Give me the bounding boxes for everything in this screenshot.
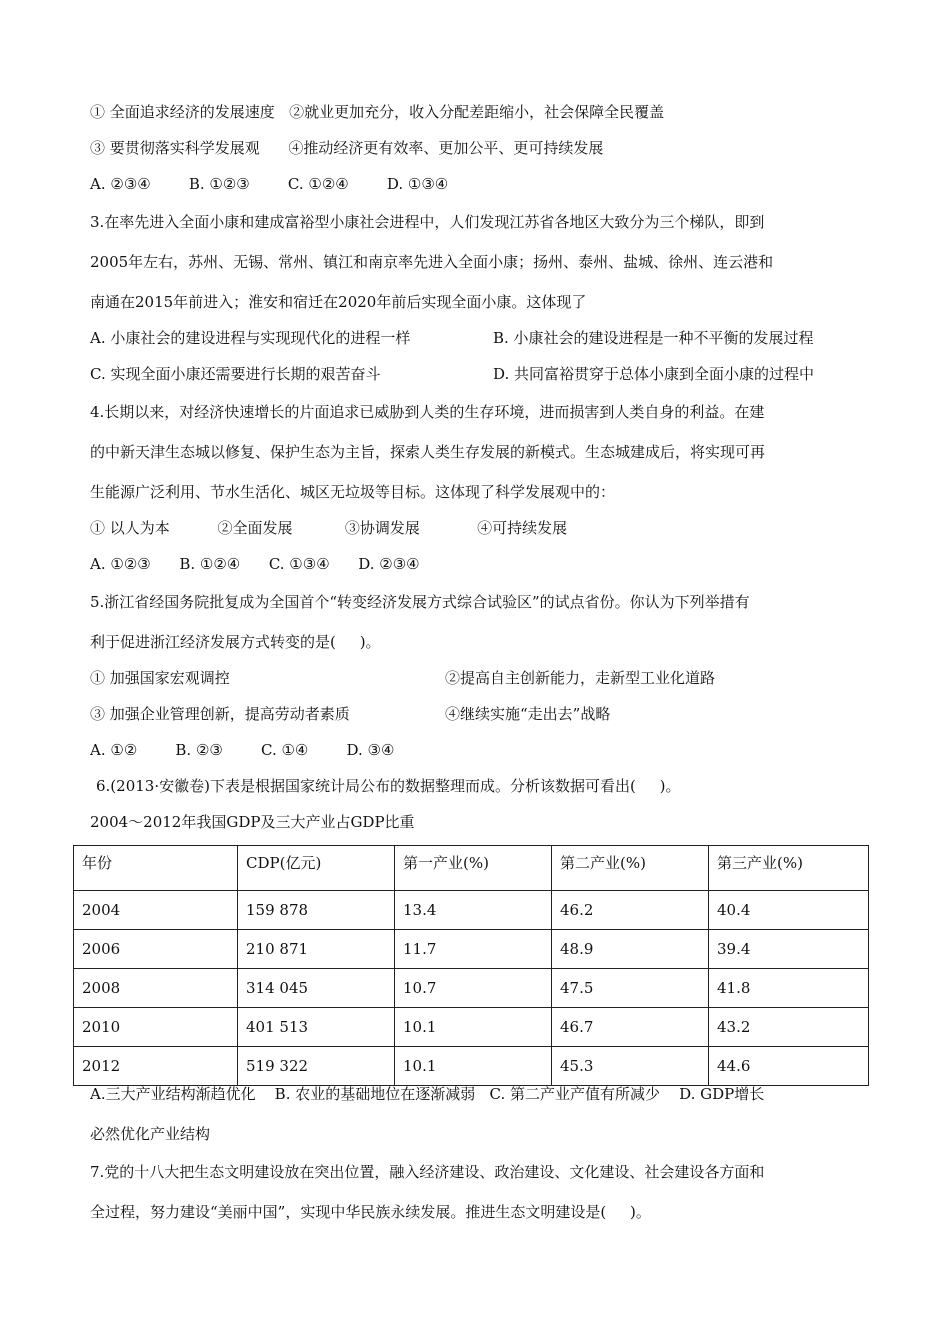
cell-secondary: 46.7	[552, 1008, 709, 1047]
header-tertiary: 第三产业(%)	[709, 846, 869, 891]
q3-option-a: A. 小康社会的建设进程与实现现代化的进程一样	[90, 329, 411, 347]
cell-gdp: 314 045	[238, 969, 395, 1008]
q6-table-title: 2004～2012年我国GDP及三大产业占GDP比重	[90, 813, 415, 831]
cell-year: 2006	[74, 930, 238, 969]
cell-year: 2012	[74, 1047, 238, 1086]
cell-tertiary: 39.4	[709, 930, 869, 969]
q2-items-row2: ③ 要贯彻落实科学发展观 ④推动经济更有效率、更加公平、更可持续发展	[90, 139, 604, 157]
q5-choices: A. ①② B. ②③ C. ①④ D. ③④	[90, 741, 395, 759]
q3-option-d: D. 共同富裕贯穿于总体小康到全面小康的过程中	[493, 365, 815, 383]
q3-stem-line2: 2005年左右，苏州、无锡、常州、镇江和南京率先进入全面小康；扬州、泰州、盐城、徐州、连云港和	[90, 253, 774, 271]
table-row	[74, 930, 869, 969]
cell-tertiary: 43.2	[709, 1008, 869, 1047]
q4-choices: A. ①②③ B. ①②④ C. ①③④ D. ②③④	[90, 555, 420, 573]
header-year: 年份	[74, 846, 238, 891]
q3-stem-line1: 3.在率先进入全面小康和建成富裕型小康社会进程中，人们发现江苏省各地区大致分为三个梯队，即到	[90, 213, 765, 231]
cell-primary: 10.1	[395, 1008, 552, 1047]
q5-stem-line2: 利于促进浙江经济发展方式转变的是( )。	[90, 633, 381, 651]
q7-stem-line2: 全过程，努力建设“美丽中国”，实现中华民族永续发展。推进生态文明建设是( )。	[90, 1203, 651, 1221]
q4-stem-line3: 生能源广泛利用、节水生活化、城区无垃圾等目标。这体现了科学发展观中的：	[90, 483, 616, 501]
cell-year: 2008	[74, 969, 238, 1008]
cell-gdp: 401 513	[238, 1008, 395, 1047]
cell-secondary: 47.5	[552, 969, 709, 1008]
cell-gdp: 519 322	[238, 1047, 395, 1086]
q2-items-row1: ① 全面追求经济的发展速度 ②就业更加充分，收入分配差距缩小，社会保障全民覆盖	[90, 103, 665, 121]
table-row	[74, 891, 869, 930]
cell-primary: 10.7	[395, 969, 552, 1008]
cell-tertiary: 40.4	[709, 891, 869, 930]
table-row	[74, 1008, 869, 1047]
cell-secondary: 48.9	[552, 930, 709, 969]
q4-stem-line2: 的中新天津生态城以修复、保护生态为主旨，探索人类生存发展的新模式。生态城建成后，将实现可再	[90, 443, 766, 461]
table-row	[74, 969, 869, 1008]
cell-year: 2010	[74, 1008, 238, 1047]
q5-item-4: ④继续实施“走出去”战略	[445, 705, 611, 723]
cell-gdp: 210 871	[238, 930, 395, 969]
cell-tertiary: 41.8	[709, 969, 869, 1008]
q3-option-c: C. 实现全面小康还需要进行长期的艰苦奋斗	[90, 365, 381, 383]
q2-choices: A. ②③④ B. ①②③ C. ①②④ D. ①③④	[90, 175, 449, 193]
cell-primary: 11.7	[395, 930, 552, 969]
q3-option-b: B. 小康社会的建设进程是一种不平衡的发展过程	[493, 329, 814, 347]
q3-stem-line3: 南通在2015年前进入；淮安和宿迁在2020年前后实现全面小康。这体现了	[90, 293, 587, 311]
header-secondary: 第二产业(%)	[552, 846, 709, 891]
cell-secondary: 45.3	[552, 1047, 709, 1086]
q4-stem-line1: 4.长期以来，对经济快速增长的片面追求已威胁到人类的生存环境，进而损害到人类自身的利益。在建	[90, 403, 765, 421]
q4-items: ① 以人为本 ②全面发展 ③协调发展 ④可持续发展	[90, 519, 568, 537]
cell-primary: 13.4	[395, 891, 552, 930]
cell-year: 2004	[74, 891, 238, 930]
q6-choices-line1: A.三大产业结构渐趋优化 B. 农业的基础地位在逐渐减弱 C. 第二产业产值有所减少 D. GDP增长	[90, 1085, 765, 1103]
q5-item-3: ③ 加强企业管理创新，提高劳动者素质	[90, 705, 350, 723]
table-row	[74, 1047, 869, 1086]
header-primary: 第一产业(%)	[395, 846, 552, 891]
cell-gdp: 159 878	[238, 891, 395, 930]
gdp-table	[73, 845, 869, 1086]
q5-item-2: ②提高自主创新能力，走新型工业化道路	[445, 669, 716, 687]
q6-choices-line2: 必然优化产业结构	[90, 1125, 211, 1143]
q7-stem-line1: 7.党的十八大把生态文明建设放在突出位置，融入经济建设、政治建设、文化建设、社会建设各方面和	[90, 1163, 765, 1181]
cell-tertiary: 44.6	[709, 1047, 869, 1086]
q6-stem: 6.(2013·安徽卷)下表是根据国家统计局公布的数据整理而成。分析该数据可看出( )。	[96, 777, 681, 795]
q5-item-1: ① 加强国家宏观调控	[90, 669, 230, 687]
table-header-row	[74, 846, 869, 891]
cell-primary: 10.1	[395, 1047, 552, 1086]
header-gdp: CDP(亿元)	[238, 846, 395, 891]
q5-stem-line1: 5.浙江省经国务院批复成为全国首个“转变经济发展方式综合试验区”的试点省份。你认为下列举措有	[90, 593, 750, 611]
cell-secondary: 46.2	[552, 891, 709, 930]
